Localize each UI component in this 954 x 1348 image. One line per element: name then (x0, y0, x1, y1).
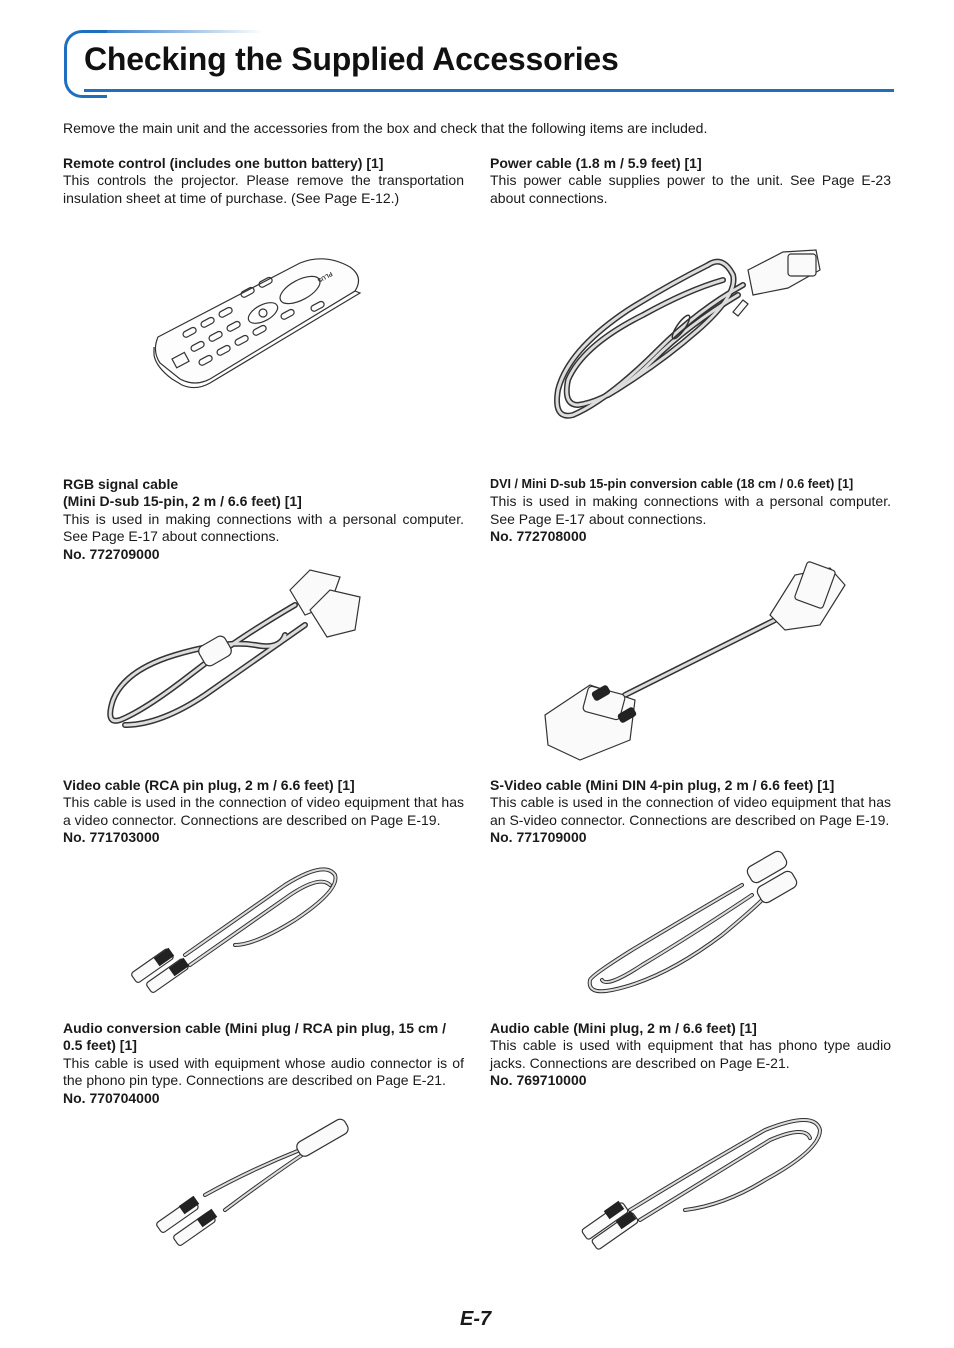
item-part-number: No. 769710000 (490, 1072, 587, 1089)
power-cable-illustration (548, 240, 828, 430)
video-cable-illustration (125, 860, 345, 995)
item-remote-control (63, 155, 464, 207)
title-top-rule (84, 30, 264, 33)
item-audio-conversion-cable (63, 1020, 464, 1107)
audio-conversion-cable-illustration (150, 1115, 360, 1250)
page-title: Checking the Supplied Accessories (84, 41, 619, 77)
item-heading: S-Video cable (Mini DIN 4-pin plug, 2 m / 6.6 feet) [1] (490, 777, 835, 793)
remote-brand-label: PLUS (316, 269, 334, 283)
rgb-cable-illustration (105, 565, 370, 735)
intro-text: Remove the main unit and the accessories from the box and check that the following items are included. (63, 120, 708, 136)
title-underline (84, 89, 894, 92)
item-video-cable (63, 777, 464, 847)
item-part-number: No. 772708000 (490, 528, 587, 545)
item-svideo-cable (490, 777, 891, 847)
item-description: This is used in making connections with a personal computer. See Page E-17 about connections. (63, 510, 464, 545)
page-number: E-7 (460, 1308, 492, 1330)
item-description: This cable is used with equipment that has phono type audio jacks. Connections are described on Page E-21. (490, 1037, 891, 1071)
item-rgb-cable (63, 476, 464, 563)
item-dvi-cable (490, 476, 891, 546)
svideo-cable-illustration (582, 850, 807, 995)
item-description: This controls the projector. Please remove the transportation insulation sheet at time of purchase. (See Page E-12.) (63, 172, 464, 206)
item-part-number: No. 771709000 (490, 829, 587, 846)
item-part-number: No. 771703000 (63, 829, 160, 846)
item-description: This power cable supplies power to the unit. See Page E-23 about connections. (490, 172, 891, 206)
item-description: This cable is used with equipment whose audio connector is of the phono pin type. Connections are described on Page E-21. (63, 1054, 464, 1089)
dvi-cable-illustration (540, 560, 850, 765)
item-heading: Power cable (1.8 m / 5.9 feet) [1] (490, 155, 702, 171)
item-power-cable (490, 155, 891, 207)
item-part-number: No. 772709000 (63, 545, 160, 562)
audio-cable-illustration (575, 1110, 825, 1255)
item-heading: Remote control (includes one button battery) [1] (63, 155, 384, 171)
item-description: This is used in making connections with a personal computer. See Page E-17 about connections. (490, 493, 891, 527)
title-block (64, 28, 894, 94)
item-heading: Audio conversion cable (Mini plug / RCA pin plug, 15 cm / 0.5 feet) [1] (63, 1020, 446, 1054)
item-heading: Video cable (RCA pin plug, 2 m / 6.6 feet) [1] (63, 777, 355, 793)
remote-control-illustration (150, 255, 365, 390)
item-description: This cable is used in the connection of video equipment that has an S-video connector. Connections are described on Page E-19. (490, 794, 891, 828)
item-heading: DVI / Mini D-sub 15-pin conversion cable (18 cm / 0.6 feet) [1] (490, 477, 854, 491)
item-heading: RGB signal cable (63, 476, 179, 492)
item-part-number: No. 770704000 (63, 1089, 160, 1106)
item-audio-cable (490, 1020, 891, 1090)
item-description: This cable is used in the connection of video equipment that has a video connector. Connections are described on Page E-19. (63, 794, 464, 828)
item-heading: Audio cable (Mini plug, 2 m / 6.6 feet) [1] (490, 1020, 757, 1036)
item-heading-line2: (Mini D-sub 15-pin, 2 m / 6.6 feet) [1] (63, 493, 302, 510)
